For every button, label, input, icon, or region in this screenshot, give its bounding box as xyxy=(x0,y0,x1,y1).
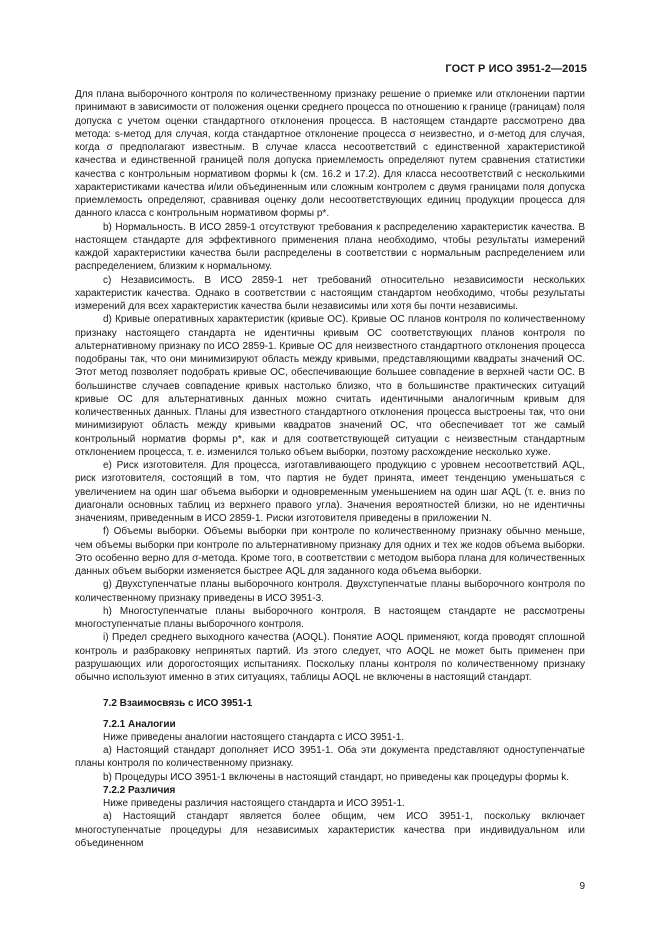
section-heading-7-2 xyxy=(75,697,585,710)
paragraph-producer-risk: e) Риск изготовителя. Для процесса, изготавливающего продукцию с уровнем несоответствий AQL, риск изготовителя, состоящий в том, что партия не будет принята, имеет тенденцию уменьшаться с увеличением на один шаг объема выборки и одновременным уменьшением на один шаг AQL (т. е. вниз по диагонали основных таблиц из верхнего правого угла). Значения вероятностей близки, но не идентичны значениям, приведенным в ИСО 2859-1. Риски изготовителя приведены в приложении N. xyxy=(75,460,585,524)
analogy-item-a: a) Настоящий стандарт дополняет ИСО 3951-1. Оба эти документа представляют одноступенчатые планы контроля по количественному признаку. xyxy=(75,745,585,770)
paragraph-decision-rule: Для плана выборочного контроля по количественному признаку решение о приемке или отклонении партии принимают в зависимости от положения оценки среднего процесса по отношению к границе (границам) поля допуска с учетом оценки стандартного отклонения процесса. В настоящем стандарте рассмотрено два метода: s-метод для случая, когда стандартное отклонение процесса σ неизвестно, и σ-метод для случая, когда σ предполагают известным. В случае класса несоответствий с единственной характеристикой качества и единственной границей поля допуска приемлемость определяют путем сравнения статистики качества с контрольным нормативом формы k (см. 16.2 и 17.2). Для класса несоответствий с несколькими характеристиками качества и/или объединенным или сложным контролем с двумя границами поля допуска приемлемость определяют, сравнивая оценку доли несоответствующих единиц продукции процесса для данного класса с контрольным нормативом формы p*. xyxy=(75,89,585,220)
analogies-intro: Ниже приведены аналогии настоящего стандарта с ИСО 3951-1. xyxy=(103,731,405,743)
subsection-heading-7-2-2-text: 7.2.2 Различия xyxy=(103,784,176,796)
page-body xyxy=(75,88,585,850)
section-heading-7-2-text: 7.2 Взаимосвязь с ИСО 3951-1 xyxy=(103,698,253,710)
page-number: 9 xyxy=(579,881,585,892)
standard-code-header: ГОСТ Р ИСО 3951-2—2015 xyxy=(445,63,587,75)
paragraph-normality: b) Нормальность. В ИСО 2859-1 отсутствуют требования к распределению характеристик качества. В настоящем стандарте для эффективного применения плана необходимо, чтобы результаты измерений каждой характеристики качества были распределены в соответствии с нормальным распределением или распределением, близким к нормальному. xyxy=(75,221,585,273)
paragraph-multiple-sampling: h) Многоступенчатые планы выборочного контроля. В настоящем стандарте не рассмотрены многоступенчатые планы выборочного контроля. xyxy=(75,605,585,630)
paragraph-oc-curves: d) Кривые оперативных характеристик (кривые ОС). Кривые ОС планов контроля по количественному признаку настоящего стандарта не идентичны кривым ОС соответствующих планов контроля по альтернативному признаку по ИСО 2859-1. Кривые ОС для неизвестного стандартного отклонения процесса подобраны так, что они минимизируют область между кривыми, представляющими квадраты значений ОС. Этот метод позволяет подобрать кривые ОС, обеспечивающие большее совпадение в верхней части ОС. В большинстве случаев совпадение кривых настолько близко, что в большинстве практических ситуаций кривые ОС для альтернативных данных можно считать идентичными аналогичным кривым для количественных данных. Планы для известного стандартного отклонения процесса выстроены так, что они минимизируют область между кривыми квадратов значений ОС, что обеспечивает тот же самый контрольный норматив формы p*, как и для соответствующей ситуации с неизвестным стандартным отклонением процесса, т. е. изменился только объем выборки, поэтому расхождение несколько хуже. xyxy=(75,314,585,458)
subsection-heading-7-2-2 xyxy=(75,784,585,797)
differences-intro: Ниже приведены различия настоящего стандарта и ИСО 3951-1. xyxy=(103,798,405,809)
difference-item-a: a) Настоящий стандарт является более общим, чем ИСО 3951-1, поскольку включает многоступенчатые процедуры для независимых характеристик качества при индивидуальном или объединенном xyxy=(75,811,585,849)
subsection-heading-7-2-1-text: 7.2.1 Аналогии xyxy=(103,718,176,730)
paragraph-sample-sizes: f) Объемы выборки. Объемы выборки при контроле по количественному признаку обычно меньше, чем объемы выборки при контроле по альтернативному признаку для одних и тех же кодов объема выборки. Это особенно верно для σ-метода. Кроме того, в соответствии с методом выбора плана для количественных данных объем выборки изменяется быстрее AQL для заданного кода объема выборки. xyxy=(75,526,585,577)
paragraph-double-sampling: g) Двухступенчатые планы выборочного контроля. Двухступенчатые планы выборочного контроля по количественному признаку приведены в ИСО 3951-3. xyxy=(75,579,585,604)
subsection-heading-7-2-1 xyxy=(75,718,585,731)
paragraph-aoql: i) Предел среднего выходного качества (AOQL). Понятие AOQL применяют, когда проводят сплошной контроль и разбраковку непринятых партий. Из этого следует, что AOQL не может быть применен при разрушающих или дорогостоящих испытаниях. Поскольку планы контроля по количественному признаку обычно используют именно в этих ситуациях, таблицы AOQL не включены в настоящий стандарт. xyxy=(75,632,585,683)
analogy-item-b: b) Процедуры ИСО 3951-1 включены в настоящий стандарт, но приведены как процедуры формы k. xyxy=(103,771,570,783)
paragraph-independence: c) Независимость. В ИСО 2859-1 нет требований относительно независимости нескольких характеристик качества. Однако в соответствии с настоящим стандартом необходимо, чтобы результаты измерений для всех характеристик качества были независимы или хотя бы почти независимы. xyxy=(75,274,585,312)
